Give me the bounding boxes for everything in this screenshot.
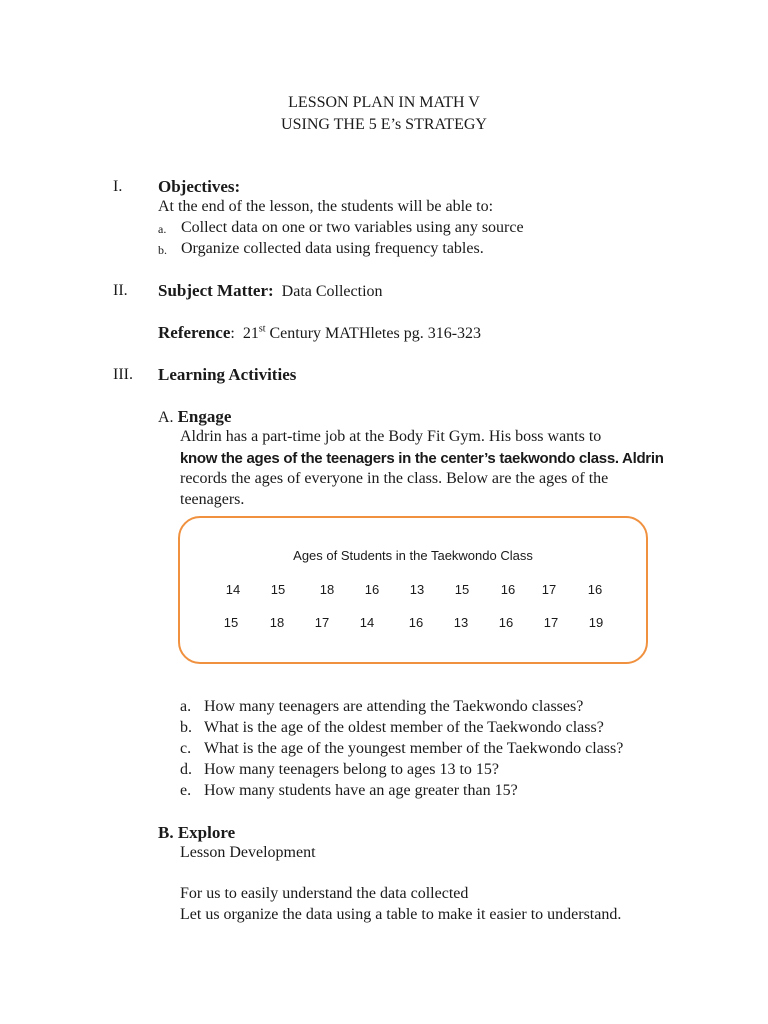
explore-subheading: Lesson Development [180, 844, 316, 861]
engage-heading-row [158, 407, 231, 427]
age-cell: 16 [498, 615, 514, 630]
question-marker-a: a. [180, 698, 192, 715]
reference-number: 21 [242, 325, 259, 342]
engage-line-4: teenagers. [180, 491, 245, 508]
explore-marker: B. [158, 823, 174, 842]
title-line-2: USING THE 5 E’s STRATEGY [281, 116, 487, 133]
age-cell: 14 [225, 582, 241, 597]
question-b: What is the age of the oldest member of the Taekwondo class? [204, 719, 604, 736]
age-cell: 15 [454, 582, 470, 597]
age-cell: 16 [587, 582, 603, 597]
explore-line-2: Let us organize the data using a table to make it easier to understand. [180, 906, 622, 923]
engage-line-1: Aldrin has a part-time job at the Body Fit Gym. His boss wants to [180, 428, 602, 445]
subject-matter-heading: Subject Matter: [158, 281, 274, 300]
age-cell: 17 [541, 582, 557, 597]
age-cell: 15 [270, 582, 286, 597]
title-line-1: LESSON PLAN IN MATH V [288, 94, 480, 111]
age-cell: 13 [453, 615, 469, 630]
section-numeral-subject-matter: II. [113, 282, 128, 299]
question-a: How many teenagers are attending the Taekwondo classes? [204, 698, 584, 715]
question-marker-c: c. [180, 740, 192, 757]
objective-item-b: Organize collected data using frequency tables. [181, 240, 484, 257]
reference-row [158, 323, 481, 343]
question-marker-e: e. [180, 782, 192, 799]
subject-matter-value: Data Collection [281, 283, 383, 300]
explore-line-1: For us to easily understand the data collected [180, 885, 469, 902]
engage-line-2: know the ages of the teenagers in the center’s taekwondo class. Aldrin [180, 450, 664, 467]
objectives-intro: At the end of the lesson, the students will be able to: [158, 198, 494, 215]
section-numeral-objectives: I. [113, 178, 123, 195]
age-cell: 16 [500, 582, 516, 597]
objective-marker-b: b. [158, 243, 167, 257]
engage-heading: Engage [177, 407, 232, 426]
explore-heading-row [158, 823, 235, 843]
objective-item-a: Collect data on one or two variables using any source [181, 219, 524, 236]
age-cell: 19 [588, 615, 604, 630]
reference-heading: Reference [158, 323, 231, 342]
section-numeral-learning-activities: III. [113, 366, 133, 383]
engage-line-3: records the ages of everyone in the class. Below are the ages of the [180, 470, 609, 487]
question-e: How many students have an age greater than 15? [204, 782, 518, 799]
age-cell: 18 [319, 582, 335, 597]
subject-matter-row [158, 281, 383, 301]
objective-marker-a: a. [158, 222, 167, 236]
objectives-heading: Objectives: [158, 177, 241, 196]
reference-value: Century MATHletes pg. 316-323 [269, 325, 482, 342]
question-c: What is the age of the youngest member of the Taekwondo class? [204, 740, 624, 757]
learning-activities-heading: Learning Activities [158, 365, 297, 384]
age-cell: 13 [409, 582, 425, 597]
age-cell: 16 [408, 615, 424, 630]
question-d: How many teenagers belong to ages 13 to 15? [204, 761, 500, 778]
reference-colon: : [230, 325, 235, 342]
engage-marker: A. [158, 409, 174, 426]
age-cell: 16 [364, 582, 380, 597]
age-cell: 15 [223, 615, 239, 630]
age-cell: 14 [359, 615, 375, 630]
question-marker-d: d. [180, 761, 192, 778]
age-cell: 17 [314, 615, 330, 630]
explore-heading: Explore [177, 823, 236, 842]
age-cell: 17 [543, 615, 559, 630]
question-marker-b: b. [180, 719, 192, 736]
age-cell: 18 [269, 615, 285, 630]
ages-table-title: Ages of Students in the Taekwondo Class [293, 548, 533, 563]
reference-superscript: st [258, 323, 266, 335]
